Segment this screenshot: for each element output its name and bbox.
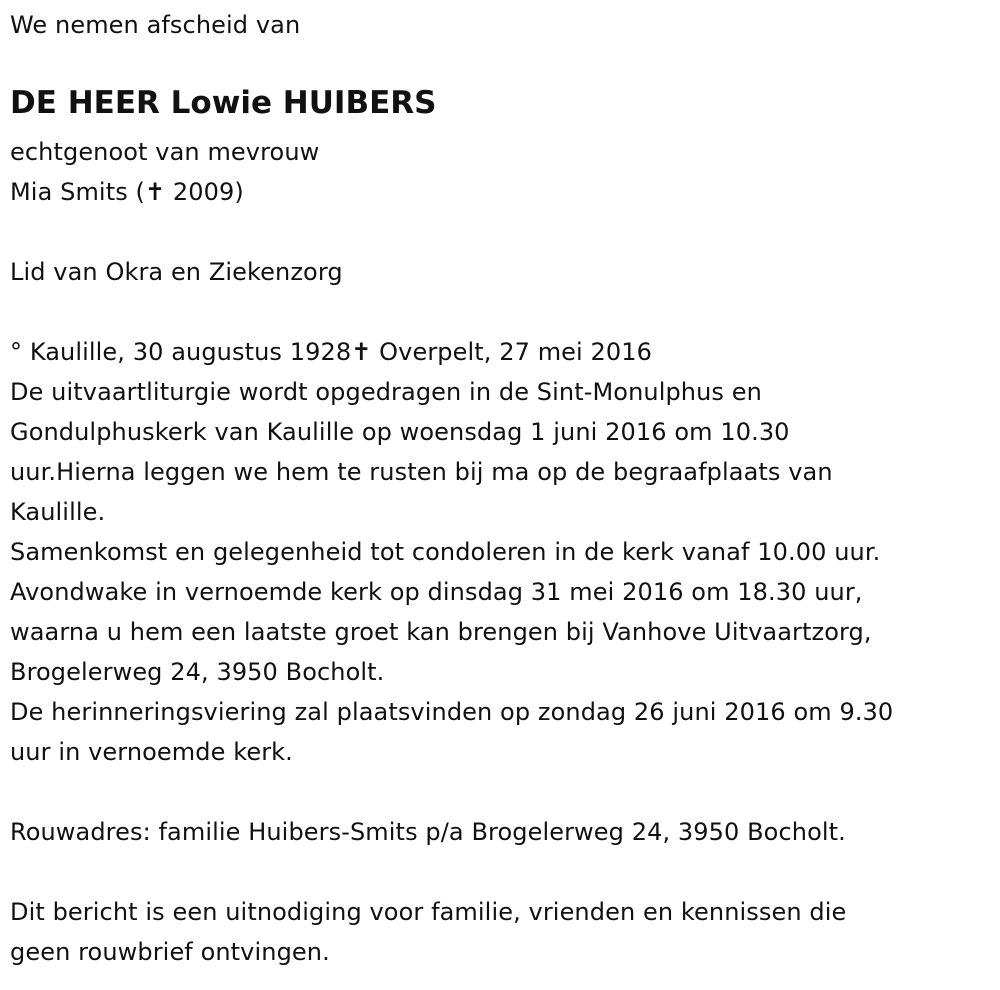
detail-line: De herinneringsviering zal plaatsvinden op zondag 26 juni 2016 om 9.30 bbox=[10, 698, 894, 726]
mourning-address: Rouwadres: familie Huibers-Smits p/a Brogelerweg 24, 3950 Bocholt. bbox=[10, 818, 846, 846]
intro-text: We nemen afscheid van bbox=[10, 11, 301, 39]
detail-line: De uitvaartliturgie wordt opgedragen in de Sint-Monulphus en bbox=[10, 378, 762, 406]
deceased-name: DE HEER Lowie HUIBERS bbox=[10, 85, 437, 121]
closing-line: Dit bericht is een uitnodiging voor familie, vrienden en kennissen die bbox=[10, 898, 847, 926]
spouse-name: Mia Smits (✝ 2009) bbox=[10, 178, 244, 206]
detail-line: Kaulille. bbox=[10, 498, 106, 526]
detail-line: uur.Hierna leggen we hem te rusten bij ma op de begraafplaats van bbox=[10, 458, 833, 486]
detail-line: Brogelerweg 24, 3950 Bocholt. bbox=[10, 658, 385, 686]
membership-text: Lid van Okra en Ziekenzorg bbox=[10, 258, 343, 286]
detail-line: Samenkomst en gelegenheid tot condoleren in de kerk vanaf 10.00 uur. bbox=[10, 538, 881, 566]
detail-line: Avondwake in vernoemde kerk op dinsdag 31 mei 2016 om 18.30 uur, bbox=[10, 578, 863, 606]
spouse-line: echtgenoot van mevrouw bbox=[10, 138, 320, 166]
detail-line: ° Kaulille, 30 augustus 1928✝ Overpelt, 27 mei 2016 bbox=[10, 338, 653, 366]
detail-line: Gondulphuskerk van Kaulille op woensdag 1 juni 2016 om 10.30 bbox=[10, 418, 790, 446]
closing-line: geen rouwbrief ontvingen. bbox=[10, 938, 330, 966]
detail-line: uur in vernoemde kerk. bbox=[10, 738, 293, 766]
detail-line: waarna u hem een laatste groet kan brengen bij Vanhove Uitvaartzorg, bbox=[10, 618, 872, 646]
obituary-document bbox=[10, 5, 990, 972]
details-paragraph bbox=[10, 332, 990, 772]
